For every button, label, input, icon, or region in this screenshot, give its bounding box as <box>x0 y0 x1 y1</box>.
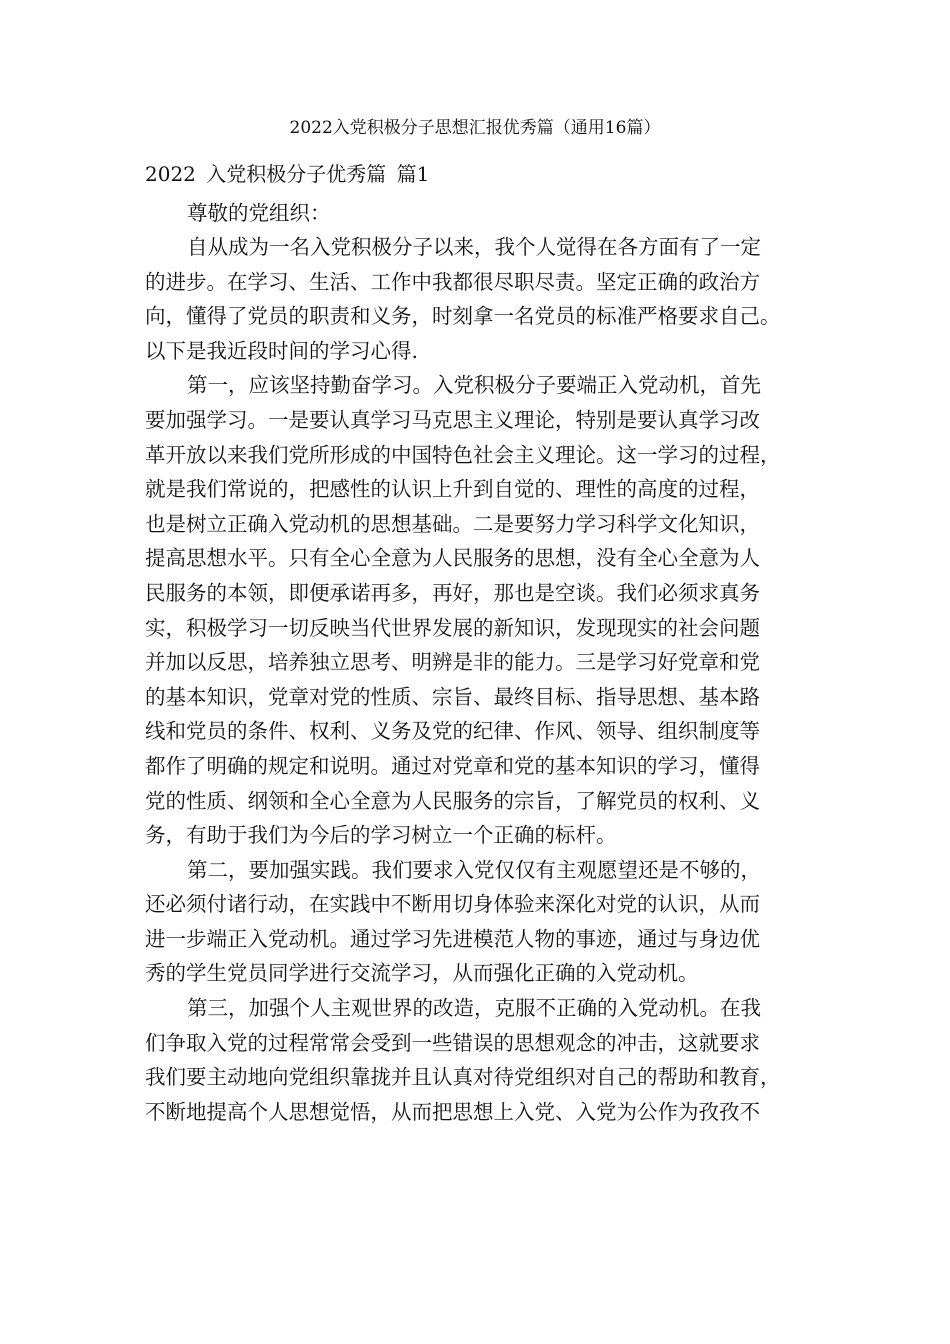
paragraph-line: 党的性质、纲领和全心全意为人民服务的宗旨，了解党员的权利、义 <box>145 788 760 813</box>
section-heading: 2022 入党积极分子优秀篇 篇1 <box>145 162 430 186</box>
paragraph-line: 的基本知识，党章对党的性质、宗旨、最终目标、指导思想、基本路 <box>145 684 760 709</box>
paragraph-line: 都作了明确的规定和说明。通过对党章和党的基本知识的学习，懂得 <box>145 753 760 778</box>
paragraph-line: 的进步。在学习、生活、工作中我都很尽职尽责。坚定正确的政治方 <box>145 269 760 294</box>
paragraph-line: 以下是我近段时间的学习心得. <box>145 338 419 363</box>
paragraph-line: 们争取入党的过程常常会受到一些错误的思想观念的冲击，这就要求 <box>145 1030 760 1055</box>
paragraph-line: 第二，要加强实践。我们要求入党仅仅有主观愿望还是不够的， <box>187 857 761 882</box>
paragraph-line: 线和党员的条件、权利、义务及党的纪律、作风、领导、组织制度等 <box>145 719 760 744</box>
paragraph-line: 就是我们常说的，把感性的认识上升到自觉的、理性的高度的过程， <box>145 477 760 502</box>
paragraph-line: 也是树立正确入党动机的思想基础。二是要努力学习科学文化知识， <box>145 511 760 536</box>
paragraph-line: 进一步端正入党动机。通过学习先进模范人物的事迹，通过与身边优 <box>145 926 760 951</box>
paragraph-line: 向，懂得了党员的职责和义务，时刻拿一名党员的标准严格要求自己。 <box>145 304 781 329</box>
paragraph-line: 务，有助于我们为今后的学习树立一个正确的标杆。 <box>145 823 617 848</box>
paragraph-4 <box>145 991 807 1129</box>
paragraph-line: 我们要主动地向党组织靠拢并且认真对待党组织对自己的帮助和教育， <box>145 1065 781 1090</box>
paragraph-line: 民服务的本领，即便承诺再多，再好，那也是空谈。我们必须求真务 <box>145 580 760 605</box>
paragraph-line: 不断地提高个人思想觉悟，从而把思想上入党、入党为公作为孜孜不 <box>145 1099 760 1124</box>
paragraph-line: 第三，加强个人主观世界的改造，克服不正确的入党动机。在我 <box>187 996 761 1021</box>
paragraph-line: 秀的学生党员同学进行交流学习，从而强化正确的入党动机。 <box>145 961 699 986</box>
paragraph-2 <box>145 368 807 852</box>
paragraph-3 <box>145 853 807 991</box>
paragraph-line: 第一，应该坚持勤奋学习。入党积极分子要端正入党动机，首先 <box>187 373 761 398</box>
paragraph-1 <box>145 230 807 368</box>
paragraph-line: 革开放以来我们党所形成的中国特色社会主义理论。这一学习的过程， <box>145 442 781 467</box>
paragraph-line: 实，积极学习一切反映当代世界发展的新知识，发现现实的社会问题 <box>145 615 760 640</box>
document-title: 2022入党积极分子思想汇报优秀篇（通用16篇） <box>289 118 661 138</box>
document-body <box>145 196 807 1129</box>
paragraph-line: 提高思想水平。只有全心全意为人民服务的思想，没有全心全意为人 <box>145 546 760 571</box>
paragraph-line: 并加以反思，培养独立思考、明辨是非的能力。三是学习好党章和党 <box>145 650 760 675</box>
paragraph-line: 还必须付诸行动，在实践中不断用切身体验来深化对党的认识，从而 <box>145 892 760 917</box>
paragraph-line: 自从成为一名入党积极分子以来，我个人觉得在各方面有了一定 <box>187 235 761 259</box>
paragraph-line: 要加强学习。一是要认真学习马克思主义理论，特别是要认真学习改 <box>145 407 760 432</box>
salutation: 尊敬的党组织： <box>187 201 331 225</box>
